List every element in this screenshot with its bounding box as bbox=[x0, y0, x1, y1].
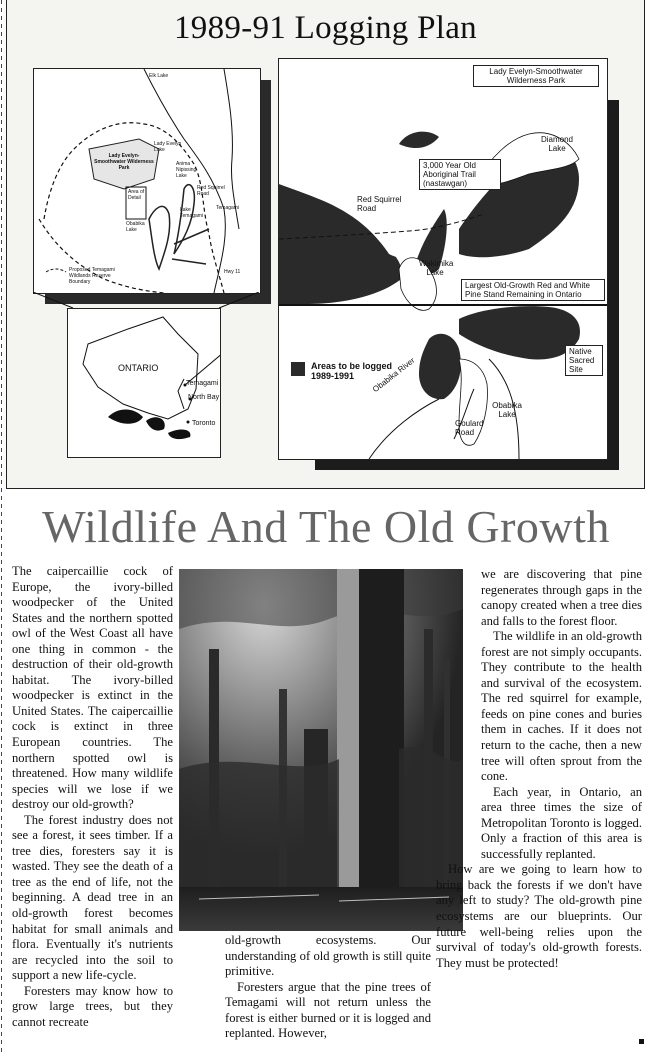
label-red-squirrel: Red Squirrel Road bbox=[197, 185, 225, 197]
column-2 bbox=[225, 933, 431, 1042]
label-goulard-road: Goulard Road bbox=[455, 419, 484, 437]
column-3 bbox=[436, 567, 642, 971]
article-title: Wildlife And The Old Growth bbox=[42, 501, 610, 552]
label-diamond-lake: Diamond Lake bbox=[540, 135, 573, 153]
label-park: Lady Evelyn-Smoothwater Wilderness Park bbox=[94, 153, 154, 171]
paragraph: old-growth ecosystems. Our understanding of old growth is still quite primitive. bbox=[225, 933, 431, 979]
locator-map bbox=[33, 68, 261, 294]
forest-photo-image bbox=[179, 569, 463, 931]
label-obabika-river: Obabika River bbox=[371, 355, 417, 395]
paragraph: Foresters argue that the pine trees of Temagami will not return unless the forest is either burned or it is logged and replanted. However, bbox=[225, 979, 431, 1041]
paragraph: The wildlife in an old-growth forest are not simply occupants. They contribute to the health and survival of the ecosystem. The red squirrel for example, feeds on pine cones and buries them in caches. If it does not return to the cache, then a new tree will often sprout from the cone. bbox=[481, 629, 642, 784]
label-obabika: Obabika Lake bbox=[126, 221, 145, 233]
label-temagami: Temagami bbox=[186, 380, 219, 387]
label-elk-lake: Elk Lake bbox=[149, 73, 169, 79]
column-1 bbox=[12, 564, 173, 1030]
label-area-detail: Area of Detail bbox=[128, 189, 145, 201]
end-mark bbox=[639, 1039, 644, 1044]
label-reserve-legend: Proposed Temagami Wildlands Reserve Boundary bbox=[69, 267, 115, 285]
page-edge-dashes bbox=[1, 0, 2, 1052]
label-ontario: ONTARIO bbox=[118, 363, 159, 373]
label-toronto: Toronto bbox=[192, 420, 216, 427]
label-native-site: Native Sacred Site bbox=[565, 345, 603, 376]
label-logging-legend: Areas to be logged 1989-1991 bbox=[311, 361, 393, 381]
label-aboriginal-trail: 3,000 Year Old Aboriginal Trail (nastawgan) bbox=[419, 159, 501, 190]
paragraph: The caipercaillie cock of Europe, the ivory-billed woodpecker of the United States and the northern spotted owl of the West Coast all have one thing in common - the destruction of their old-growth habitat. The ivory-billed woodpecker is extinct in the United States. The caipercaillie cock is extinct in three European countries. The northern spotted owl is threatened. How many wildlife species will we lose if we destroy our old-growth? bbox=[12, 564, 173, 812]
paragraph: How are we going to learn how to bring back the forests if we don't have any left to study? The old-growth pine ecosystems are our blueprints. Our future well-being relies upon the survival of today's old-growth forests. They must be protected! bbox=[436, 862, 642, 970]
label-north-bay: North Bay bbox=[188, 394, 220, 401]
paragraph: Foresters may know how to grow large trees, but they cannot recreate bbox=[12, 983, 173, 1029]
map-title: 1989-91 Logging Plan bbox=[174, 10, 477, 46]
label-wilderness-park: Lady Evelyn-Smoothwater Wilderness Park bbox=[473, 65, 599, 87]
label-anima: Anima Nipissing Lake bbox=[176, 161, 197, 179]
logging-plan-map-panel bbox=[6, 0, 645, 489]
label-largest-stand: Largest Old-Growth Red and White Pine Stand Remaining in Ontario bbox=[461, 279, 605, 301]
label-hwy11: Hwy 11 bbox=[224, 269, 241, 275]
label-lake-temagami: Lake Temagami bbox=[180, 207, 204, 219]
ontario-map bbox=[67, 308, 221, 458]
forest-photo bbox=[179, 569, 463, 931]
label-lady-evelyn-lake: Lady Evelyn Lake bbox=[154, 141, 182, 153]
label-obabika-lake: Obabika Lake bbox=[492, 401, 522, 419]
paragraph: we are discovering that pine regenerates through gaps in the canopy created when a tree dies and falls to the forest floor. bbox=[481, 567, 642, 628]
label-temagami-town: Temagami bbox=[216, 205, 240, 211]
label-red-squirrel-road: Red Squirrel Road bbox=[357, 195, 402, 213]
detail-map bbox=[278, 58, 608, 460]
paragraph: The forest industry does not see a forest, it sees timber. If a tree dies, foresters say it is wasted. They see the death of a tree as the end of life, not the beginning. A dead tree in an old-growth forest becomes habitat for small animals and flora. Eventually it's nutrients are recycled into the soil to support a new life-cycle. bbox=[12, 812, 173, 983]
label-wakimika-lake: Wakimika Lake bbox=[419, 259, 454, 277]
locator-map-drawing bbox=[34, 69, 260, 293]
paragraph: Each year, in Ontario, an area three times the size of Metropolitan Toronto is logged. Only a fraction of this area is successfully replanted. bbox=[481, 784, 642, 861]
